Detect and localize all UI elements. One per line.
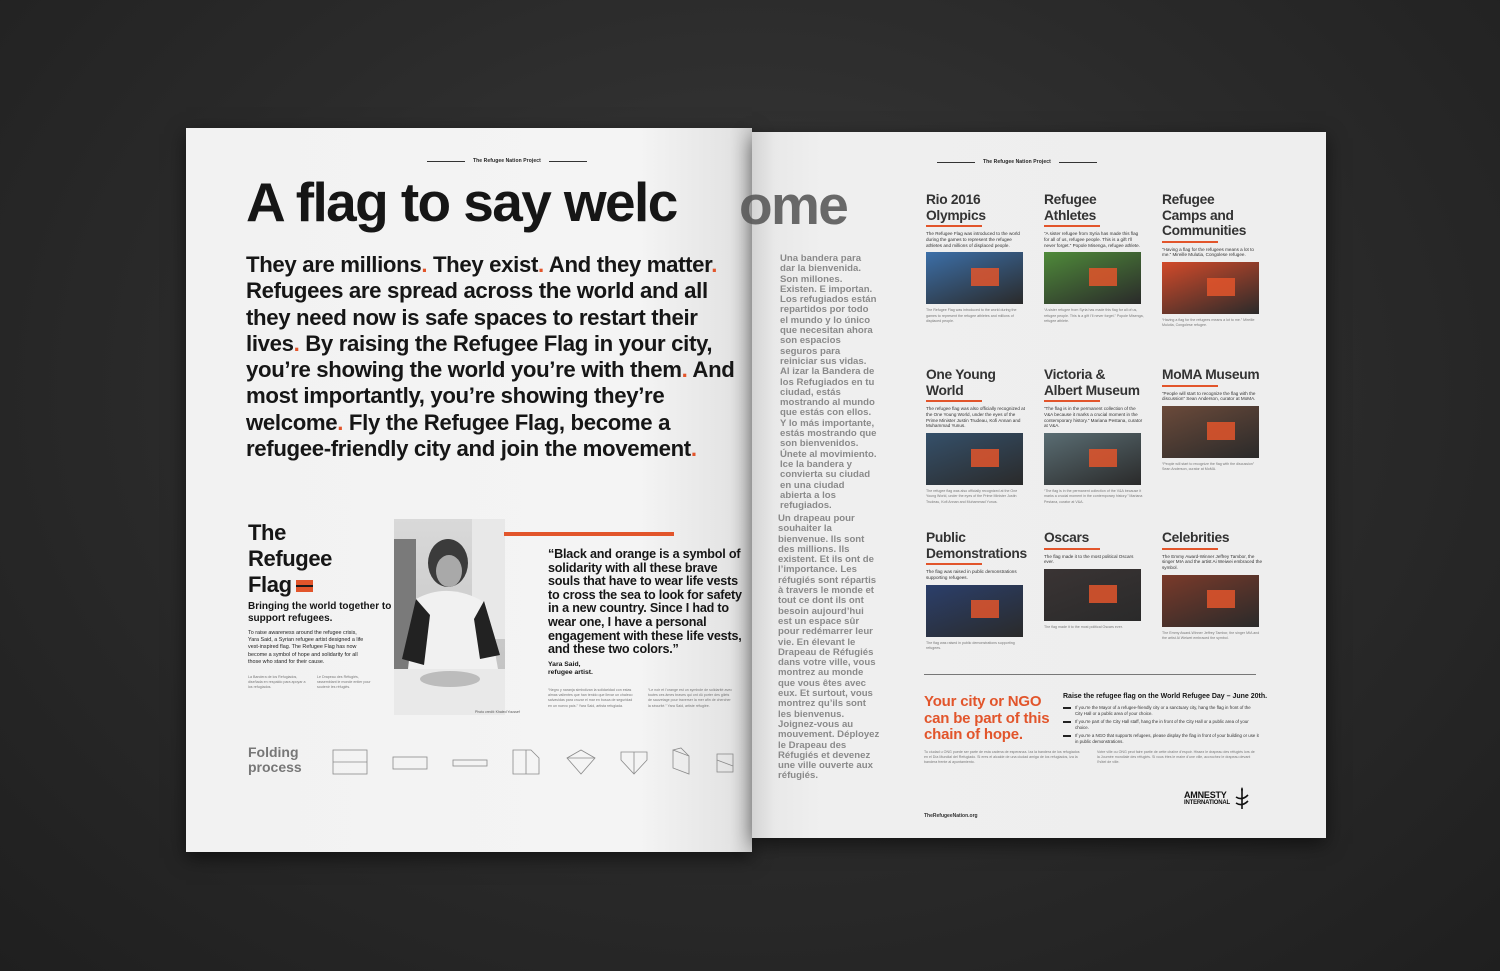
accent-full-stop: . (421, 252, 428, 277)
accent-full-stop: . (690, 436, 697, 462)
card-text: “A sister refugee from Syria has made this flag for all of us, refugee people. This is a gift I’ll never forget.” Popole Misenga, refugee athlete. (1044, 231, 1141, 248)
card-photo (926, 585, 1023, 637)
cta-subhead: Raise the refugee flag on the World Refugee Day – June 20th. (1063, 693, 1268, 700)
fold-step-1-icon (333, 750, 367, 774)
card-text: “The flag is in the permanent collection of the V&A because it marks a crucial moment in the contemporary history.” Mariana Pestana, curator at V&A. (1044, 406, 1143, 429)
folding-process-title: Folding process (248, 744, 302, 775)
card-translation: “The flag is in the permanent collection of the V&A because it marks a crucial moment in the contemporary history.” Mariana Pestana, curator at V&A. (1044, 489, 1143, 504)
card-text: The Refugee Flag was introduced to the world during the games to represent the refugee athletes and millions of displaced people. (926, 231, 1020, 248)
fold-step-7-icon (673, 748, 689, 774)
cta-list-item (1063, 733, 1259, 745)
card-accent-rule (1162, 548, 1218, 550)
flag-body: To raise awareness around the refugee crisis, Yara Said, a Syrian refugee artist designed a life vest-inspired flag. The Refugee Flag has now become a symbol of hope and solidarity for all those who stand for their cause. (248, 630, 364, 665)
spanish-column: Una bandera para dar la bienvenida. Son millones. Existen. E importan. Los refugiados están repartidos por todo el mundo y lo único que necesitan ahora son espacios seguros para reiniciar sus vidas. Al izar la Bandera de los Refugiados en tu ciudad, estás mostrando al mundo que estás con ellos. Y lo más importante, estás mostrando que son bienvenidos. Únete al movimiento. Ice la bandera y convierta su ciudad en una ciudad abierta a los refugiados. (780, 253, 877, 512)
card-title: Rio 2016 Olympics (926, 192, 986, 223)
refugee-flag-icon (971, 268, 999, 286)
arrow-icon (1063, 721, 1071, 723)
cta-list (1063, 705, 1259, 747)
intro-paragraph (246, 252, 746, 462)
quote-accent-bar (504, 532, 674, 536)
card-accent-rule (1044, 548, 1100, 550)
artist-photo (394, 519, 505, 715)
intro-sentence: And most importantly, you’re showing they’re welcome (246, 357, 735, 435)
fold-step-6-icon (621, 752, 647, 774)
card-photo (1162, 575, 1259, 627)
headline-overflow: ome (739, 174, 848, 236)
fold-step-2-icon (393, 757, 427, 769)
section-divider (924, 674, 1256, 675)
card-accent-rule (926, 563, 982, 565)
card-translation: “People will start to recognize the flag with the discussion” Sean Anderson, curator at MoMA. (1162, 462, 1255, 472)
quote-fr: “Le noir et l’orange est un symbole de solidarité avec toutes ces âmes braves qui ont dû porter des gilets de sauvetage pour traverser la mer afin de chercher la sécurité.” Yara Said, artiste réfugiée. (648, 688, 733, 708)
card-title: Celebrities (1162, 530, 1230, 545)
card-accent-rule (1162, 385, 1218, 387)
flag-section-title: The Refugee Flag (248, 520, 332, 597)
cta-headline: Your city or NGO can be part of this chain of hope. (924, 693, 1050, 743)
quote-attribution: Yara Said, refugee artist. (548, 661, 593, 676)
highlight-card (1044, 530, 1144, 649)
running-head-left: The Refugee Nation Project (419, 158, 595, 164)
card-translation: The flag was raised in public demonstrations supporting refugees. (926, 640, 1015, 650)
card-photo (1162, 406, 1259, 458)
cta-translation-fr: Votre ville ou ONG peut faire partie de cette chaîne d'espoir. Hissez le drapeau des réfugiés lors de la Journée mondiale des réfugiés. Si vous êtes le maire d'une ville, accrochez le drapeau devant l'hôtel de ville. (1097, 750, 1255, 765)
card-photo (1044, 252, 1141, 304)
card-photo (926, 433, 1023, 485)
right-page (739, 132, 1326, 838)
cta-translation-es: Tu ciudad u ONG puede ser parte de esta cadena de esperanza. Iza la bandera de los refugiados en el Día Mundial del Refugiado. Si eres el alcalde de una ciudad amiga de los refugiados, iza la bandera frente al ayuntamiento. (924, 750, 1080, 765)
folding-steps-diagram (331, 746, 741, 778)
running-head-right: The Refugee Nation Project (929, 159, 1105, 165)
card-accent-rule (1162, 241, 1218, 243)
card-translation: The refugee flag was also officially recognized at the One Young World, under the eyes of the Prime Minister Justin Trudeau, Kofi Annan and Muhammad Yunus. (926, 489, 1018, 504)
candle-icon (1233, 787, 1251, 811)
intro-sentence: Refugees are spread across the world and all they need now is safe spaces to restart their lives (246, 278, 708, 356)
accent-full-stop: . (711, 252, 718, 277)
highlight-card (1044, 367, 1144, 513)
intro-sentence: They exist (427, 252, 538, 277)
intro-sentence: Fly the Refugee Flag, become a refugee-friendly city and join the movement (246, 409, 691, 462)
card-accent-rule (926, 400, 982, 402)
card-accent-rule (1044, 225, 1100, 227)
card-text: “Having a flag for the refugees means a lot to me.” Mireille Mulutia, Congolese refugee. (1162, 246, 1254, 258)
refugee-flag-icon (1089, 268, 1117, 286)
website-link[interactable]: TheRefugeeNation.org (924, 813, 978, 819)
highlight-card (926, 192, 1026, 332)
refugee-flag-icon (971, 600, 999, 618)
card-title: One Young World (926, 367, 996, 398)
refugee-flag-icon (296, 580, 313, 592)
card-translation: The flag made it to the most political Oscars ever. (1044, 625, 1123, 630)
card-translation: The Refugee Flag was introduced to the world during the games to represent the refugee athletes and millions of displaced people. (926, 308, 1017, 323)
arrow-icon (1063, 735, 1071, 737)
card-title: Refugee Camps and Communities (1162, 192, 1247, 238)
fold-step-3-icon (453, 760, 487, 766)
fold-step-8-icon (717, 754, 733, 772)
card-title: MoMA Museum (1162, 367, 1260, 382)
refugee-flag-icon (971, 449, 999, 467)
accent-full-stop: . (681, 357, 688, 383)
card-title: Victoria & Albert Museum (1044, 367, 1140, 398)
refugee-flag-icon (1089, 585, 1117, 603)
fold-step-4-icon (513, 750, 539, 774)
cta-list-text: If you’re part of the City Hall staff, hang the in front of the City Hall or a public area of your choice. (1075, 719, 1249, 730)
accent-full-stop: . (537, 252, 544, 277)
card-photo (1044, 569, 1141, 621)
highlight-card (1162, 367, 1262, 486)
refugee-flag-icon (1089, 449, 1117, 467)
card-photo (926, 252, 1023, 304)
headline: A flag to say welc (246, 171, 677, 233)
card-title: Oscars (1044, 530, 1089, 545)
intro-sentence: And they matter (543, 252, 712, 277)
cta-list-text: If you’re the Mayor of a refugee-friendly city or a sanctuary city, hang the flag in front of the City Hall or a public area of your choice. (1075, 705, 1251, 716)
pull-quote: “Black and orange is a symbol of solidarity with all these brave souls that have to wear life vests to cross the sea to look for safety in a new country. Since I had to wear one, I have a personal engagement with these life vests, and these two colors.” (548, 547, 742, 657)
cta-list-item (1063, 719, 1259, 731)
card-text: The flag was raised in public demonstrations supporting refugees. (926, 569, 1017, 580)
highlight-card (926, 367, 1026, 513)
card-translation: “A sister refugee from Syria has made this flag for all of us, refugee people. This is a gift I’ll never forget.” Popole Misenga, refugee athlete. (1044, 308, 1144, 323)
refugee-flag-icon (1207, 278, 1235, 296)
refugee-flag-icon (1207, 590, 1235, 608)
card-text: The Emmy Award-Winner Jeffrey Tambor, the singer MIA and the artist Ai Weiwei embraced the symbol. (1162, 553, 1263, 571)
left-page (186, 128, 752, 852)
card-title: Public Demonstrations (926, 530, 1027, 561)
card-text: The flag made it to the most political Oscars ever. (1044, 553, 1134, 565)
card-accent-rule (1044, 400, 1100, 402)
accent-full-stop: . (293, 330, 300, 356)
card-title: Refugee Athletes (1044, 192, 1097, 223)
card-accent-rule (926, 225, 982, 227)
card-translation: The Emmy Award-Winner Jeffrey Tambor, the singer MIA and the artist Ai Weiwei embraced the symbol. (1162, 630, 1260, 641)
highlight-card (1162, 192, 1262, 342)
intro-sentence: They are millions (246, 252, 422, 277)
flag-subhead: Bringing the world together to support refugees. (248, 601, 392, 624)
highlight-card (1044, 192, 1144, 332)
refugee-flag-icon (1207, 422, 1235, 440)
highlight-card (1162, 530, 1262, 655)
highlight-card (926, 530, 1026, 665)
intro-sentence: By raising the Refugee Flag in your city, you’re showing the world you’re with them (246, 330, 713, 383)
card-text: “People will start to recognize the flag with the discussion” Sean Anderson, curator at MoMA. (1162, 390, 1256, 402)
artist-photo-illustration (394, 519, 505, 715)
amnesty-logo: AMNESTY INTERNATIONAL (1184, 787, 1251, 811)
fold-step-5-icon (567, 750, 595, 774)
accent-full-stop: . (337, 409, 344, 435)
cta-list-item (1063, 705, 1259, 717)
card-photo (1162, 262, 1259, 314)
card-photo (1044, 433, 1141, 485)
french-column: Un drapeau pour souhaiter la bienvenue. Ils sont des millions. Ils existent. Et ils ont de l’importance. Les réfugiés sont répartis à travers le monde et tout ce dont ils ont besoin aujourd’hui est un espace sûr pour redémarrer leur vie. En élevant le Drapeau de Réfugiés dans votre ville, vous montrez au monde que vous êtes avec eux. Et surtout, vous montrez qu’ils sont les bienvenus. Joignez-vous au mouvement. Déployez le Drapeau des Réfugiés et devenez une ville ouverte aux réfugiés. (778, 513, 880, 782)
arrow-icon (1063, 707, 1071, 709)
card-translation: “Having a flag for the refugees means a lot to me.” Mireille Mulutia, Congolese refugee. (1162, 318, 1255, 328)
flag-body-es: La Bandera de los Refugiados, diseñada en respaldo para apoyar a los refugiados. (248, 675, 306, 690)
flag-body-fr: Le Drapeau des Réfugiés, rassemblant le monde entier pour soutenir les réfugiés. (317, 675, 371, 690)
card-text: The refugee flag was also officially recognized at the One Young World, under the eyes of the Prime Minister Justin Trudeau, Kofi Annan and Muhammad Yunus. (926, 406, 1025, 429)
quote-es: “Negro y naranja simbolizan la solidaridad con estas almas valientes que han tenido que llevar un chaleco salvavidas para cruzar el mar en busca de seguridad en un nuevo país.” Yara Said, artista refugiada. (548, 688, 633, 708)
cta-list-text: If you’re a NGO that supports refugees, please display the flag in front of your building or use it in public demonstrations. (1075, 733, 1259, 744)
photo-credit: Photo credit: Khaled Youssef (475, 710, 520, 714)
